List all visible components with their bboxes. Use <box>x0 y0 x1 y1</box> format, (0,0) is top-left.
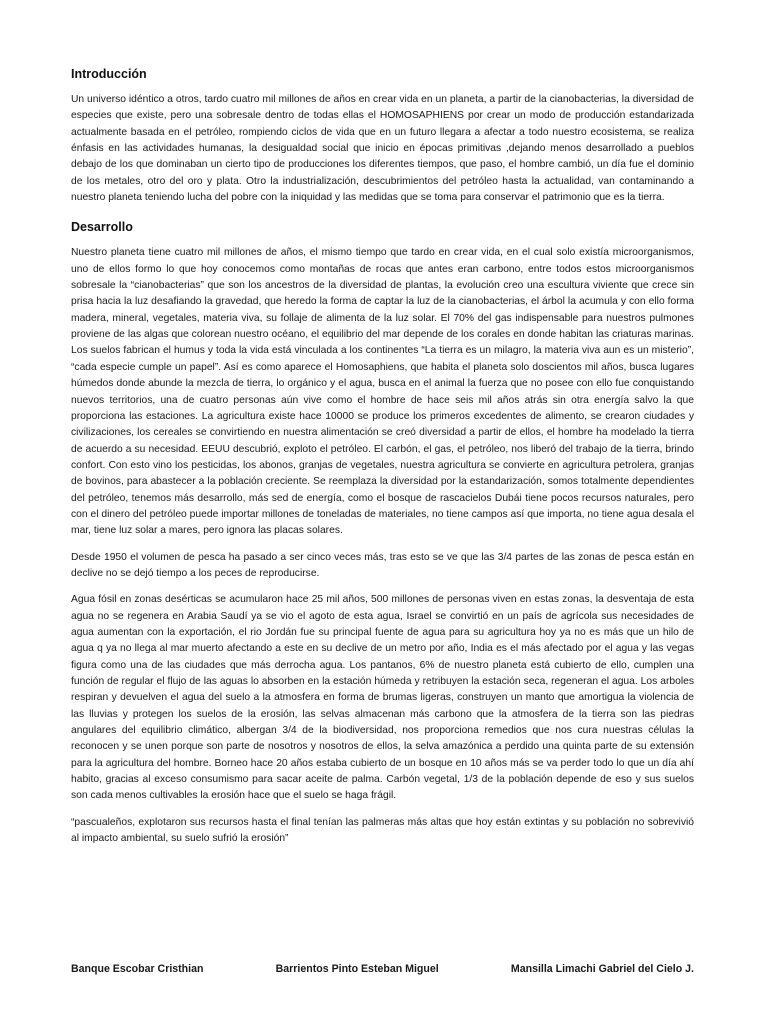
author-list <box>71 963 694 975</box>
development-paragraph-3: Agua fósil en zonas desérticas se acumularon hace 25 mil años, 500 millones de personas viven en estas zonas, la desventaja de esta agua no se regenera en Arabia Saudí ya se vio el agoto de esta agua, Israel se convirtió en un país de agrícola sus necesidades de agua aumentan con la exportación, el rio Jordán fue su principal fuente de agua para su agricultura hoy ya no es más que un hilo de agua q ya no llega al mar muerto afectando a este en su declive de un metro por año, India es el más afectado por el agua y las vegas figura como una de las ciudades que más derrocha agua. Los pantanos, 6% de nuestro planeta está cubierto de ello, cumplen una función de regular el flujo de las aguas lo absorben en la estación húmeda y retribuyen la estación seca, regeneran el agua. Los arboles respiran y devuelven el agua del suelo a la atmosfera en forma de brumas ligeras, construyen un manto que amortigua la violencia de las lluvias y protegen los suelos de la erosión, las selvas almacenan más carbono que la atmosfera de la tierra son las piedras angulares del equilibrio climático, albergan 3/4 de la biodiversidad, nos proporciona remedios que nos cura nuestras células la reconocen y se unen porque son parte de nosotros y nosotros de ellos, la selva amazónica a perdido una quinta parte de su extensión para la agricultura del hombre. Borneo hace 20 años estaba cubierto de un bosque en 10 años más se va perder todo lo que un día ahí habito, gracias al exceso consumismo para sacar aceite de palma. Carbón vegetal, 1/3 de la población depende de eso y sus suelos son cada menos cultivables la erosión hace que el suelo se haga frágil. <box>71 594 694 802</box>
introduction-heading: Introducción <box>71 67 147 81</box>
author-name: Mansilla Limachi Gabriel del Cielo J. <box>510 963 694 975</box>
development-quote: “pascualeños, explotaron sus recursos hasta el final tenían las palmeras más altas que hoy están extintas y su población no sobrevivió al impacto ambiental, su suelo sufrió la erosión” <box>71 816 694 845</box>
introduction-paragraph: Un universo idéntico a otros, tardo cuatro mil millones de años en crear vida en un planeta, a partir de la cianobacterias, la diversidad de especies que existe, pero una sobresale dentro de todas ellas el HOMOSAPHIENS por crear un modo de producción estandarizada actualmente basada en el petróleo, rompiendo ciclos de vida que en un futuro llegara a afectar a todo nuestro ecosistema, se realiza énfasis en las actividades humanas, la desigualdad social que inicio en épocas primitivas ,dejando menos desarrollado a pueblos debajo de los que dominaban un cierto tipo de producciones los diferentes tiempos, que paso, el hombre cambió, un día fue el dominio de los metales, otro del oro y plata. Otro la industrialización, descubrimientos del petróleo hasta la actualidad, van contaminando a nuestro planeta teniendo lucha del pobre con la iniquidad y las medidas que se toma para conservar el patrimonio que es la tierra. <box>71 94 694 204</box>
development-paragraph-2: Desde 1950 el volumen de pesca ha pasado a ser cinco veces más, tras esto se ve que las 3/4 partes de las zonas de pesca están en declive no se dejó tiempo a los peces de reproducirse. <box>71 551 694 579</box>
document-body <box>71 62 694 847</box>
author-name: Barrientos Pinto Esteban Miguel <box>275 963 439 975</box>
development-heading: Desarrollo <box>71 220 133 235</box>
author-name: Banque Escobar Cristhian <box>71 963 204 975</box>
development-paragraph-1: Nuestro planeta tiene cuatro mil millones de años, el mismo tiempo que tardo en crear vida, en el cual solo existía microorganismos, uno de ellos formo lo que hoy conocemos como montañas de rocas que antes eran carbono, entre todos estos microorganismos sobresale la “cianobacterias” que son los ancestros de la diversidad de plantas, la evolución creo una escultura viviente que crece sin prisa hacia la luz desafiando la gravedad, que heredo la forma de captar la luz de la cianobacterias, el árbol la acumula y con ello forma madera, mineral, vegetales, materia viva, su follaje de alimenta de la luz solar. El 70% del gas indispensable para nuestros pulmones proviene de las algas que colorean nuestro océano, el equilibrio del mar depende de los corales en donde habitan las criaturas marinas. Los suelos fabrican el humus y toda la vida está vinculada a los continentes “La tierra es un milagro, la materia viva aun es un misterio”, “cada especie cumple un papel”. Así es como aparece el Homosaphiens, que habita el planeta solo doscientos mil años, busca lugares húmedos donde abunde la mezcla de tierra, lo orgánico y el agua, busca en el animal la fuerza que no posee con ello fue conquistando nuevos territorios, una de cuatro personas aún vive como el hombre de hace seis mil años atrás sin otra energía salvo la que proporciona las estaciones. La agricultura existe hace 10000 se produce los primeros excedentes de alimento, se crearon ciudades y civilizaciones, los cereales se convirtiendo en nuestra alimentación se creó diversidad a partir de ellos, el hombre ha modelado la tierra de acuerdo a su necesidad. EEUU descubrió, exploto el petróleo. El carbón, el gas, el petróleo, nos liberó del trabajo de la tierra, brindo confort. Con esto vino los pesticidas, los abonos, granjas de vegetales, nuestra agricultura se convierte en agricultura petrolera, granjas de bovinos, para abastecer a la población creciente. Se reemplaza la diversidad por la estandarización, somos totalmente dependientes del petróleo, tenemos más desarrollo, más sed de energía, como el bosque de rascacielos Dubái tiene pocos recursos naturales, pero con el dinero del petróleo puede importar millones de toneladas de materiales, no tiene campos así que importa, no tiene agua desala el mar, tiene luz solar a mares, pero ignora las placas solares. <box>71 247 694 537</box>
